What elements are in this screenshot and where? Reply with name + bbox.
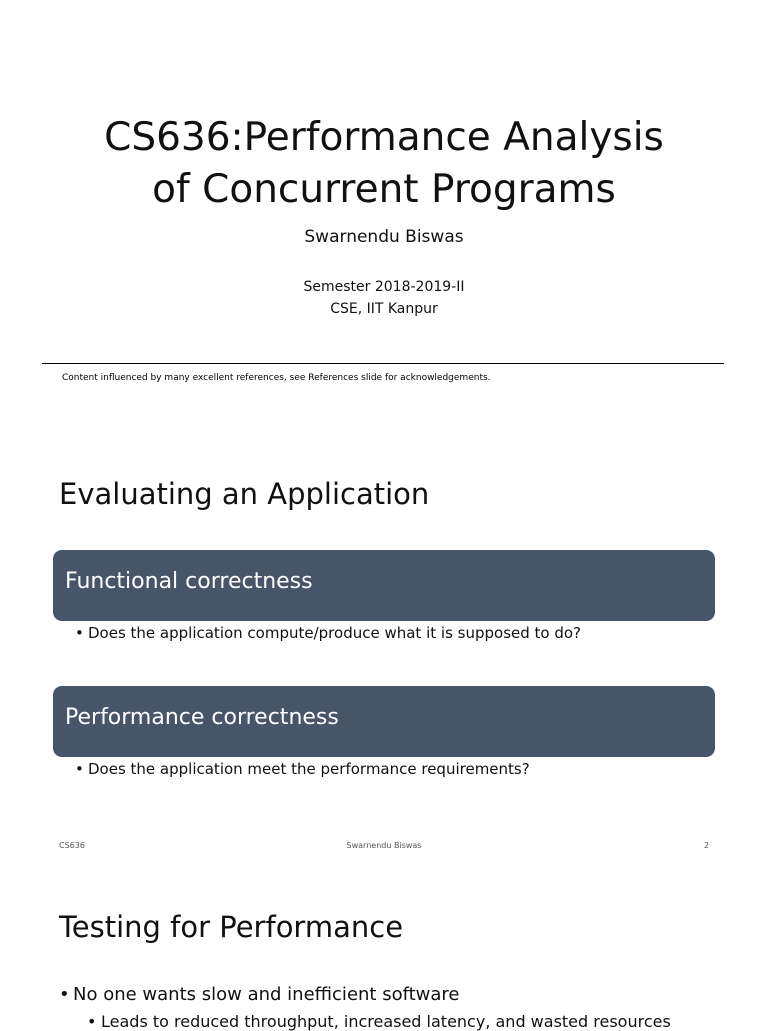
slide3-title: Testing for Performance <box>59 910 404 944</box>
bullet-symbol: • <box>75 624 84 642</box>
slide2-title: Evaluating an Application <box>59 477 430 511</box>
performance-correctness-box <box>53 686 715 757</box>
slide1-acknowledgement: Content influenced by many excellent references, see References slide for acknowledgements. <box>62 373 491 383</box>
slide1-semester: Semester 2018-2019-II <box>303 279 465 295</box>
slide1-title-line1: CS636:Performance Analysis <box>104 115 664 160</box>
slide1-divider <box>42 363 724 364</box>
functional-correctness-box <box>53 550 715 621</box>
footer-author: Swarnendu Biswas <box>346 841 422 850</box>
bullet-symbol: • <box>59 984 70 1005</box>
performance-correctness-text: Does the application meet the performance requirements? <box>88 760 530 778</box>
performance-correctness-label: Performance correctness <box>65 705 339 730</box>
slide1-title-line2: of Concurrent Programs <box>152 167 616 212</box>
functional-correctness-bullet <box>75 624 581 642</box>
footer-course: CS636 <box>59 841 85 850</box>
functional-correctness-text: Does the application compute/produce what it is supposed to do? <box>88 624 582 642</box>
slide3-sub-bullet-text: Leads to reduced throughput, increased latency, and wasted resources <box>101 1012 671 1031</box>
slide1-dept: CSE, IIT Kanpur <box>330 301 438 317</box>
slide3-sub-bullet <box>87 1012 671 1031</box>
functional-correctness-label: Functional correctness <box>65 569 313 594</box>
footer-page-number: 2 <box>704 841 710 850</box>
performance-correctness-bullet <box>75 760 530 778</box>
bullet-symbol: • <box>75 760 84 778</box>
bullet-symbol: • <box>87 1012 97 1031</box>
slide3-bullet-text: No one wants slow and inefficient software <box>73 984 460 1005</box>
slide3-bullet <box>59 984 460 1005</box>
slide1-author: Swarnendu Biswas <box>304 227 464 247</box>
